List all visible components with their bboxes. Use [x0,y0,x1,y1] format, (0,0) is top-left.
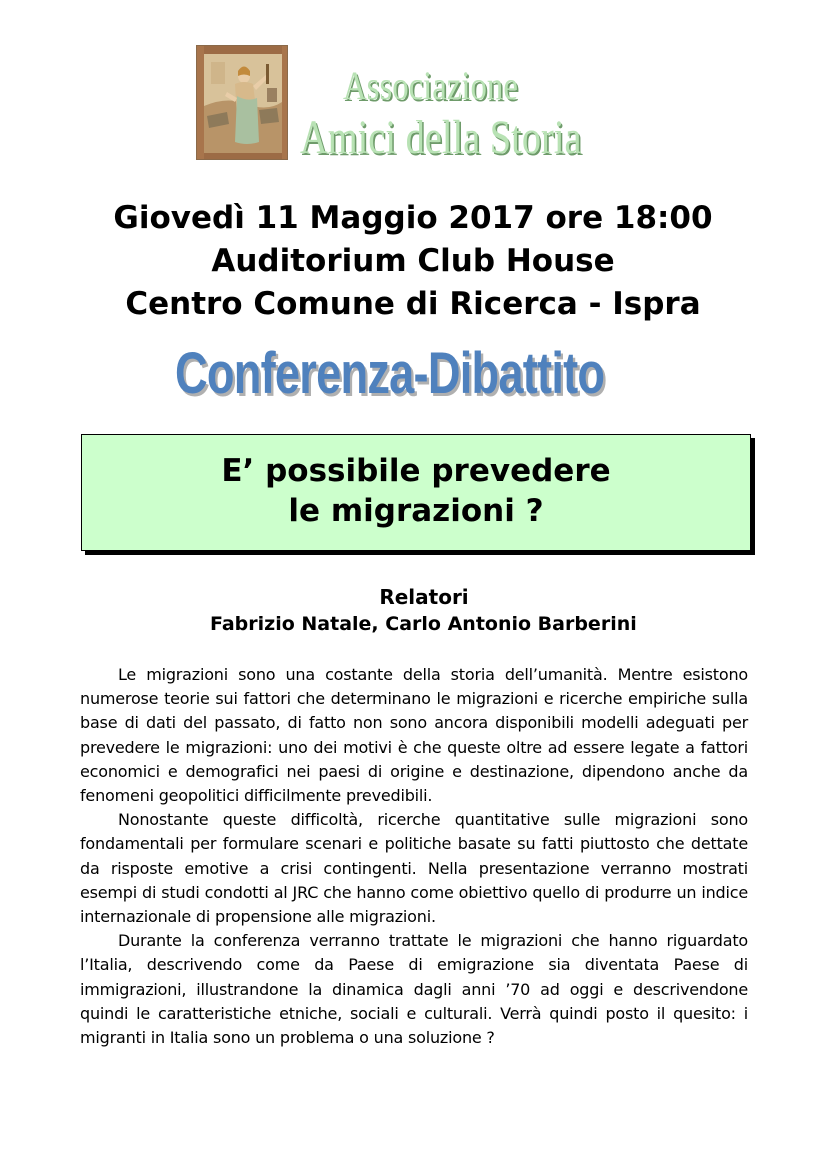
event-location: Centro Comune di Ricerca - Ispra [125,286,701,322]
talk-title-box [81,434,751,551]
description-paragraph-1: Le migrazioni sono una costante della storia dell’umanità. Mentre esistono numerose teorie sui fattori che determinano le migrazioni e ricerche empiriche sulla base di dati del passato, di fatto non sono ancora disponibili modelli adeguati per prevedere le migrazioni: uno dei motivi è che queste oltre ad essere legate a fattori economici e demografici nei paesi di origine e destinazione, dipendono anche da fenomeni geopolitici difficilmente prevedibili. [80,665,748,806]
conference-label: Conferenza-Dibattito [175,341,605,406]
speakers-names: Fabrizio Natale, Carlo Antonio Barberini [210,613,637,635]
event-date-time: Giovedì 11 Maggio 2017 ore 18:00 [113,200,713,236]
description-text [80,663,748,1050]
association-name-line1: Associazione [343,63,518,108]
description-paragraph-2: Nonostante queste difficoltà, ricerche quantitative sulle migrazioni sono fondamentali per formulare scenari e politiche basate su fatti piuttosto che dettate da risposte emotive a crisi contingenti. Nella presentazione verranno mostrati esempi di studi condotti al JRC che hanno come obiettivo quello di produrre un indice internazionale di propensione alle migrazioni. [80,810,748,927]
event-venue: Auditorium Club House [211,243,615,279]
talk-title-line1: E’ possibile prevedere [221,453,611,489]
talk-title-line2: le migrazioni ? [288,493,544,529]
fresco-logo-image [196,45,288,160]
description-paragraph-3: Durante la conferenza verranno trattate le migrazioni che hanno riguardato l’Italia, descrivendo come da Paese di emigrazione sia diventata Paese di immigrazioni, illustrandone la dinamica dagli anni ’70 ad oggi e descrivendone quindi le caratteristiche etniche, sociali e culturali. Verrà quindi posto il quesito: i migranti in Italia sono un problema o una soluzione ? [80,931,748,1048]
association-name-line2: Amici della Storia [300,111,582,164]
speakers-heading: Relatori [379,585,469,609]
